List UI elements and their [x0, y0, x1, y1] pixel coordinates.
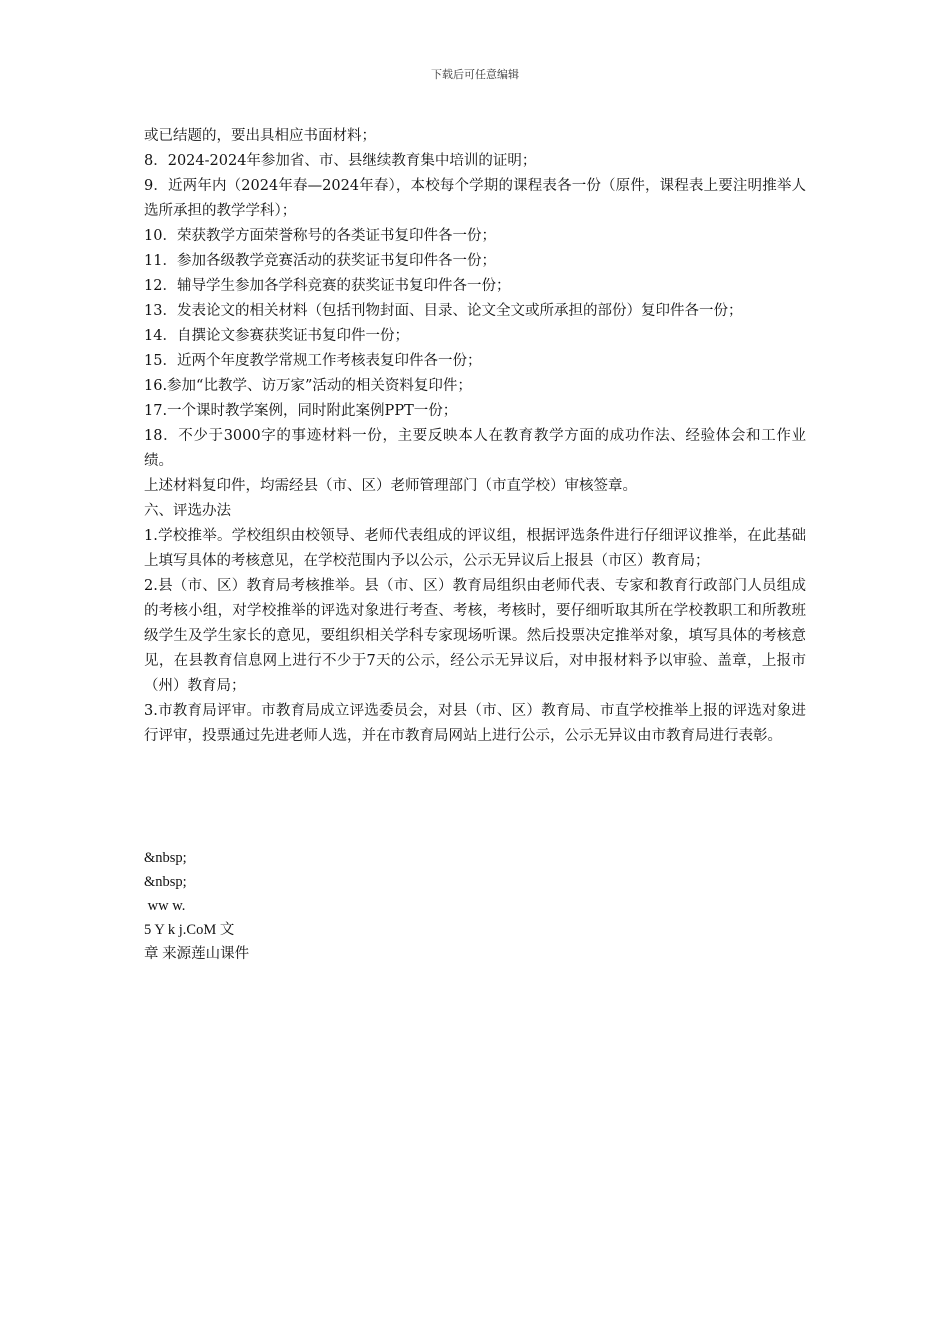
trailer-line: 章 来源莲山课件 [144, 946, 250, 962]
document-body [144, 124, 806, 749]
list-item-13: 13．发表论文的相关材料（包括刊物封面、目录、论文全文或所承担的部份）复印件各一份； [144, 303, 743, 319]
list-item-17: 17.一个课时教学案例，同时附此案例PPT一份； [144, 403, 458, 419]
paragraph-method-3: 3.市教育局评审。市教育局成立评选委员会，对县（市、区）教育局、市直学校推举上报的评选对象进行评审，投票通过先进老师人选，并在市教育局网站上进行公示，公示无异议由市教育局进行表彰。 [144, 703, 806, 744]
list-item-11: 11．参加各级教学竞赛活动的获奖证书复印件各一份； [144, 253, 496, 269]
list-item-8: 8．2024-2024年参加省、市、县继续教育集中培训的证明； [144, 153, 537, 169]
paragraph-method-1: 1.学校推举。学校组织由校领导、老师代表组成的评议组，根据评选条件进行仔细评议推举，在此基础上填写具体的考核意见，在学校范围内予以公示，公示无异议后上报县（市区）教育局； [144, 528, 806, 569]
list-item-16: 16.参加“比教学、访万家”活动的相关资料复印件； [144, 378, 472, 394]
list-item-18: 18．不少于3000字的事迹材料一份，主要反映本人在教育教学方面的成功作法、经验体会和工作业绩。 [144, 428, 806, 469]
paragraph-note: 上述材料复印件，均需经县（市、区）老师管理部门（市直学校）审核签章。 [144, 478, 637, 494]
list-item-12: 12．辅导学生参加各学科竞赛的获奖证书复印件各一份； [144, 278, 511, 294]
list-item-10: 10．荣获教学方面荣誉称号的各类证书复印件各一份； [144, 228, 496, 244]
paragraph: 或已结题的，要出具相应书面材料； [144, 128, 376, 144]
list-item-14: 14．自撰论文参赛获奖证书复印件一份； [144, 328, 409, 344]
section-heading: 六、评选办法 [144, 503, 231, 519]
list-item-15: 15．近两个年度教学常规工作考核表复印件各一份； [144, 353, 482, 369]
trailer-line: ww w. [144, 898, 186, 914]
list-item-9: 9．近两年内（2024年春—2024年春），本校每个学期的课程表各一份（原件，课程表上要注明推举人选所承担的教学学科）； [144, 178, 806, 219]
trailer-line: 5 Y k j.CoM 文 [144, 922, 235, 938]
trailer-line: &nbsp; [144, 850, 187, 866]
document-trailer [144, 846, 544, 966]
page-header: 下载后可任意编辑 [431, 68, 519, 81]
paragraph-method-2: 2.县（市、区）教育局考核推举。县（市、区）教育局组织由老师代表、专家和教育行政部门人员组成的考核小组，对学校推举的评选对象进行考查、考核，考核时，要仔细听取其所在学校教职工和所教班级学生及学生家长的意见，要组织相关学科专家现场听课。然后投票决定推举对象，填写具体的考核意见，在县教育信息网上进行不少于7天的公示，经公示无异议后，对申报材料予以审验、盖章，上报市（州）教育局； [144, 578, 806, 694]
trailer-line: &nbsp; [144, 874, 187, 890]
